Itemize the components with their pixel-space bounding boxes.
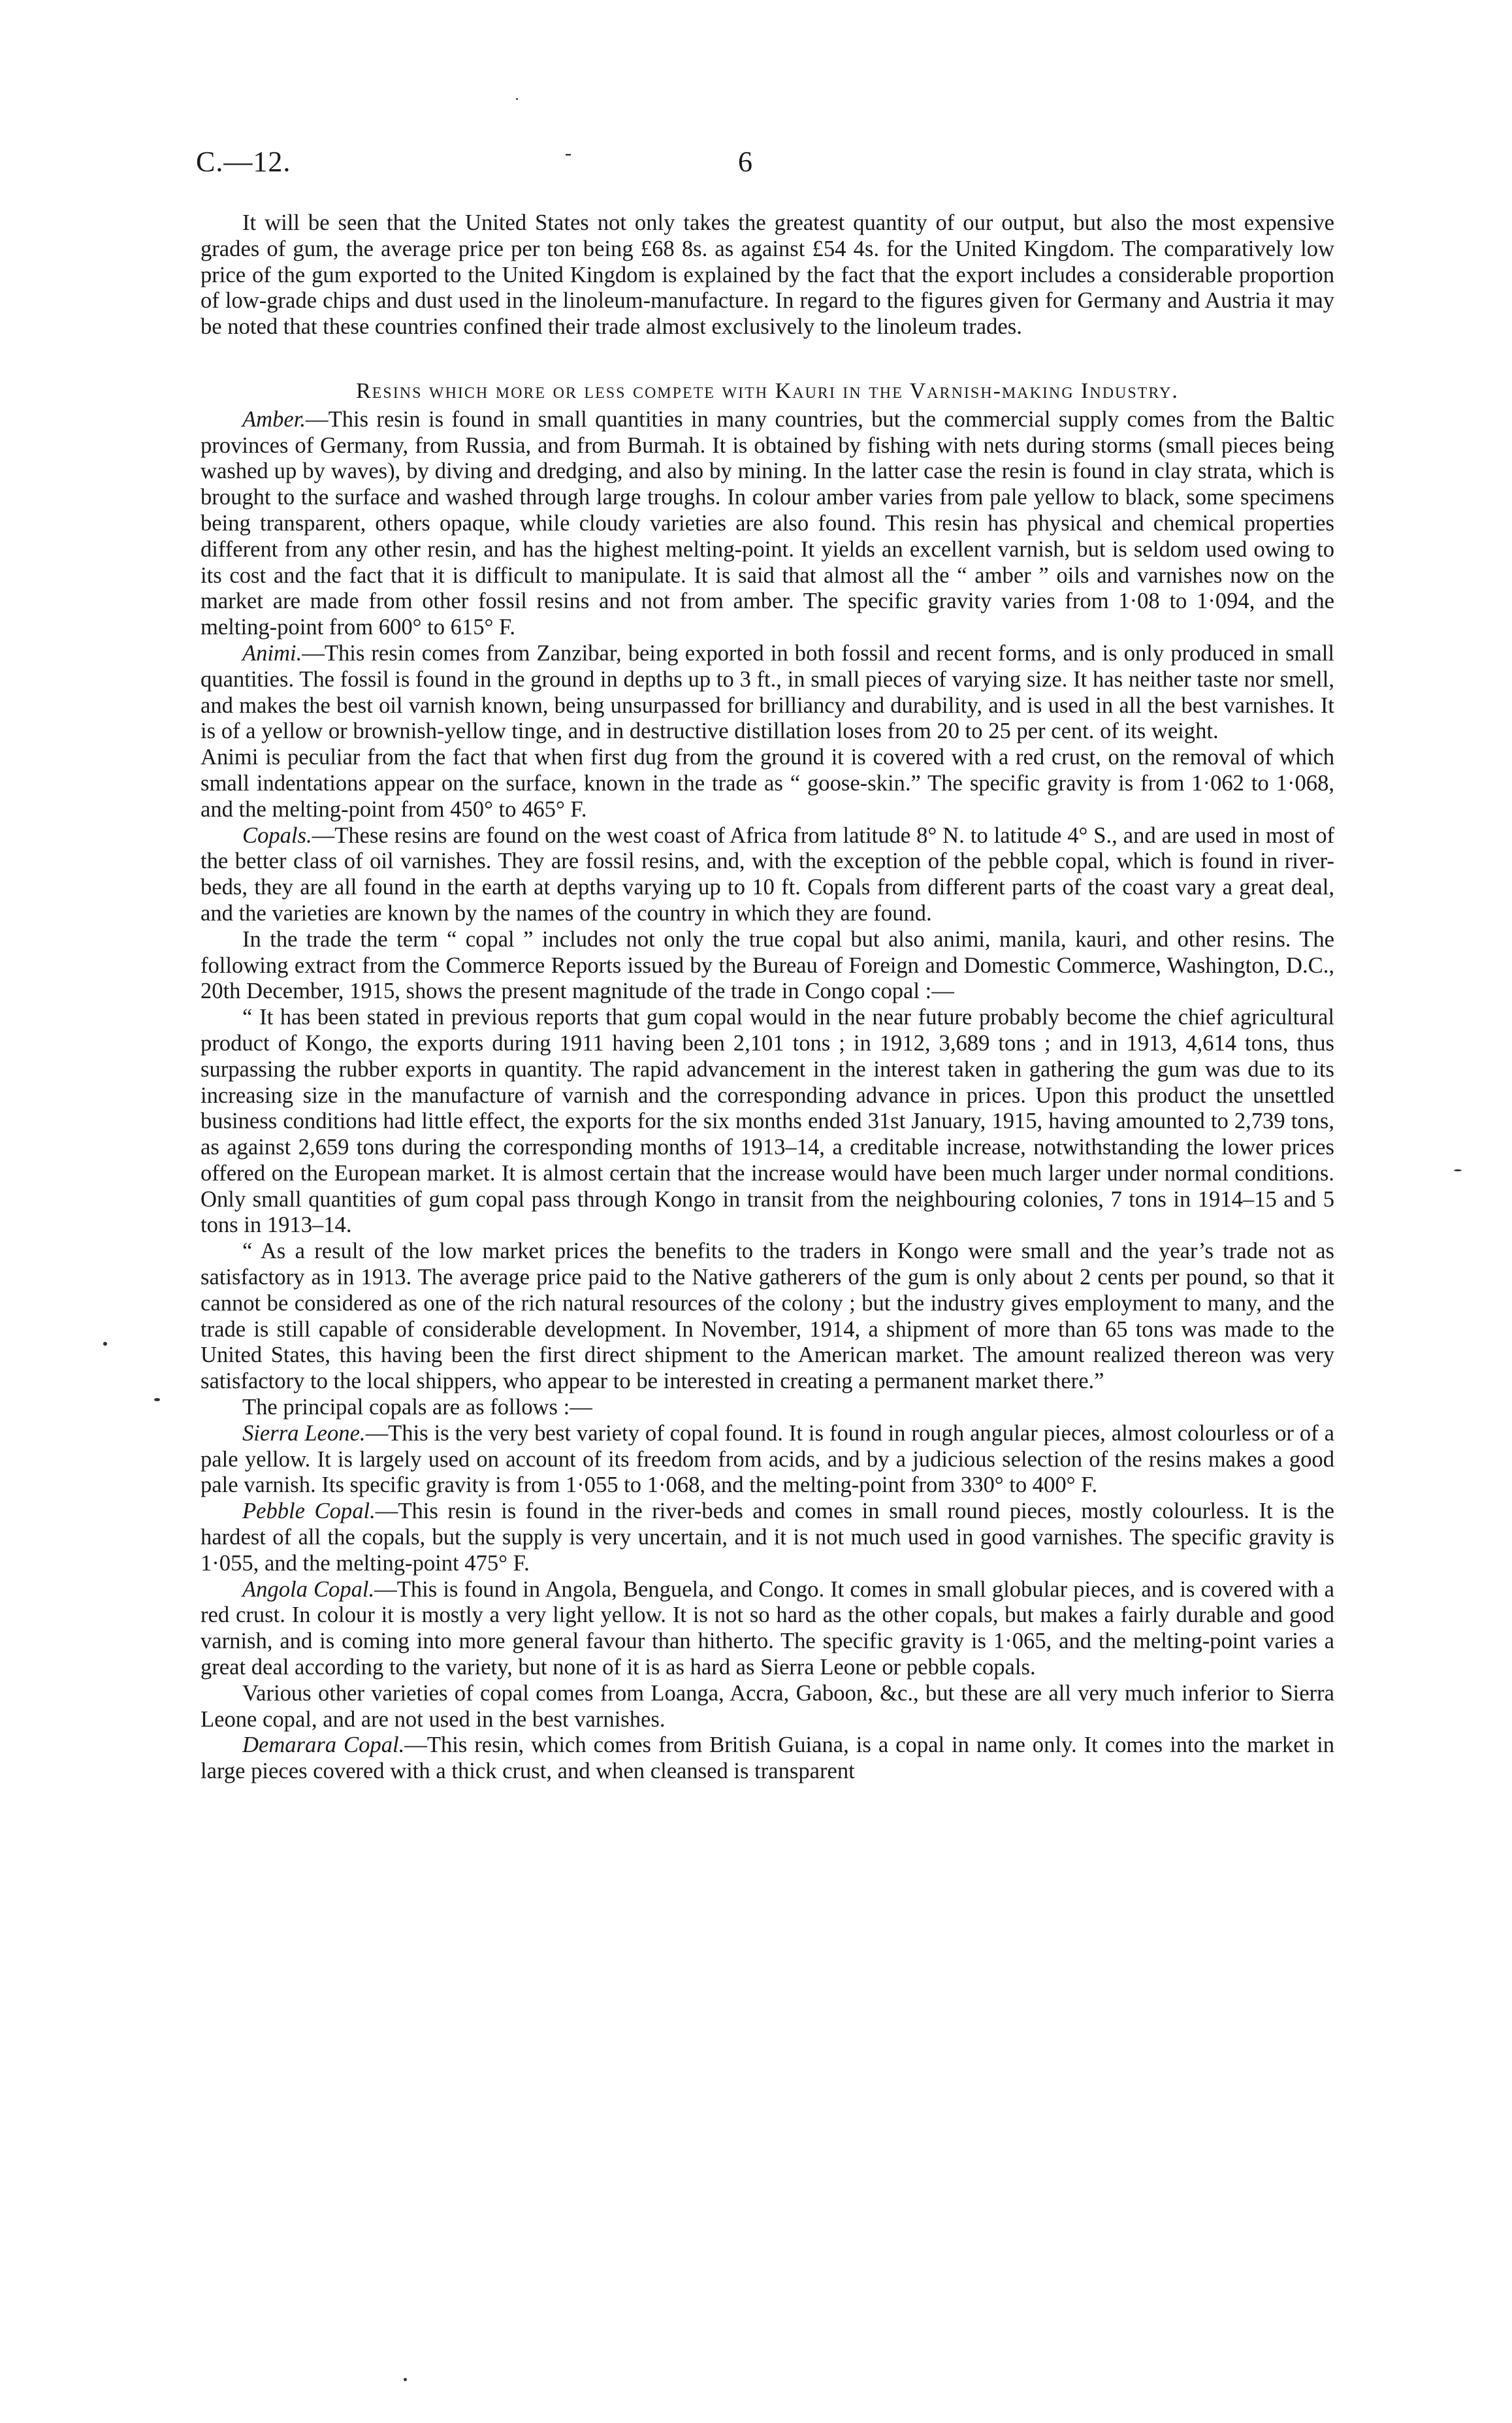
animi-paragraph-2: Animi is peculiar from the fact that when first dug from the ground it is covered with a red crust, on the removal of which small indentations appear on the surface, known in the trade as “ goose-skin.” The specific gravity is from 1·062 to 1·068, and the melting-point from 450° to 465° F. bbox=[201, 745, 1334, 822]
amber-text: —This resin is found in small quantities in many countries, but the commercial supply comes from the Baltic provinces of Germany, from Russia, and from Burmah. It is obtained by fishing with nets during storms (small pieces being washed up by waves), by diving and dredging, and also by mining. In the latter case the resin is found in clay strata, which is brought to the surface and washed through large troughs. In colour amber varies from pale yellow to black, some specimens being transparent, others opaque, while cloudy varieties are also found. This resin has physical and chemical properties different from any other resin, and has the highest melting-point. It yields an excellent varnish, but is seldom used owing to its cost and the fact that it is difficult to manipulate. It is said that almost all the “ amber ” oils and varnishes now on the market are made from other fossil resins and not from amber. The specific gravity varies from 1·08 to 1·094, and the melting-point from 600° to 615° F. bbox=[201, 406, 1334, 640]
scan-speck bbox=[154, 1398, 160, 1401]
demarara-copal-title: Demarara Copal. bbox=[242, 1732, 405, 1758]
copals-paragraph bbox=[201, 823, 1334, 927]
demarara-copal-paragraph bbox=[201, 1732, 1334, 1785]
section-heading: Resins which more or less compete with Kauri in the Varnish-making Industry. bbox=[356, 378, 1179, 403]
intro-paragraph: It will be seen that the United States not only takes the greatest quantity of our output, but also the most expensive grades of gum, the average price per ton being £68 8s. as against £54 4s. for the United Kingdom. The comparatively low price of the gum exported to the United Kingdom is explained by the fact that the export includes a considerable proportion of low-grade chips and dust used in the linoleum-manufacture. In regard to the figures given for Germany and Austria it may be noted that these countries confined their trade almost exclusively to the linoleum trades. bbox=[201, 210, 1334, 340]
commerce-report-quote bbox=[201, 1005, 1334, 1395]
page-header bbox=[196, 142, 1372, 184]
other-varieties-paragraph: Various other varieties of copal comes from Loanga, Accra, Gaboon, &c., but these are all very much inferior to Sierra Leone copal, and are not used in the best varnishes. bbox=[201, 1680, 1334, 1732]
angola-copal-text: —This is found in Angola, Benguela, and Congo. It comes in small globular pieces, and is covered with a red crust. In colour it is mostly a very light yellow. It is not so hard as the other copals, but makes a fairly durable and good varnish, and is coming into more general favour than hitherto. The specific gravity is 1·065, and the melting-point varies a great deal according to the variety, but none of it is as hard as Sierra Leone or pebble copals. bbox=[201, 1576, 1334, 1680]
demarara-copal-text: —This resin, which comes from British Guiana, is a copal in name only. It comes into the market in large pieces covered with a thick crust, and when cleansed is transparent bbox=[201, 1732, 1334, 1784]
angola-copal-title: Angola Copal. bbox=[242, 1576, 375, 1602]
animi-title: Animi. bbox=[242, 640, 302, 666]
pebble-copal-title: Pebble Copal. bbox=[242, 1499, 376, 1524]
page-body bbox=[201, 210, 1334, 1785]
document-reference: C.—12. bbox=[196, 146, 291, 178]
principal-copals-intro: The principal copals are as follows :— bbox=[242, 1395, 592, 1420]
sierra-leone-text: —This is the very best variety of copal found. It is found in rough angular pieces, almost colourless or of a pale yellow. It is largely used on account of its freedom from acids, and by a judicious selection of the resins makes a good pale varnish. Its specific gravity is from 1·055 to 1·068, and the melting-point from 330° to 400° F. bbox=[201, 1420, 1334, 1498]
animi-paragraph bbox=[201, 641, 1334, 745]
animi-text: —This resin comes from Zanzibar, being exported in both fossil and recent forms, and is only produced in small quantities. The fossil is found in the ground in depths up to 3 ft., in small pieces of varying size. It has neither taste nor smell, and makes the best oil varnish known, being unsurpassed for brilliancy and durability, and is used in all the best varnishes. It is of a yellow or brownish-yellow tinge, and in destructive distillation loses from 20 to 25 per cent. of its weight. bbox=[201, 640, 1334, 744]
scan-speck bbox=[516, 98, 518, 100]
page-number: 6 bbox=[738, 146, 752, 178]
pebble-copal-paragraph bbox=[201, 1499, 1334, 1576]
header-dash: - bbox=[565, 142, 571, 164]
amber-title: Amber. bbox=[242, 406, 306, 432]
sierra-leone-paragraph bbox=[201, 1421, 1334, 1499]
copal-trade-paragraph: In the trade the term “ copal ” includes not only the true copal but also animi, manila, kauri, and other resins. The following extract from the Commerce Reports issued by the Bureau of Foreign and Domestic Commerce, Washington, D.C., 20th December, 1915, shows the present magnitude of the trade in Congo copal :— bbox=[201, 926, 1334, 1004]
pebble-copal-text: —This resin is found in the river-beds and comes in small round pieces, mostly colourless. It is the hardest of all the copals, but the supply is very uncertain, and it is not much used in good varnishes. The specific gravity is 1·055, and the melting-point 475° F. bbox=[201, 1499, 1335, 1576]
quote-paragraph-1: “ It has been stated in previous reports that gum copal would in the near future probably become the chief agricultural product of Kongo, the exports during 1911 having been 2,101 tons ; in 1912, 3,689 tons ; and in 1913, 4,614 tons, thus surpassing the rubber exports in quantity. The rapid advancement in the interest taken in gathering the gum was due to its increasing size in the manufacture of varnish and the corresponding advance in prices. Upon this product the unsettled business conditions had little effect, the exports for the six months ended 31st January, 1915, having amounted to 2,739 tons, as against 2,659 tons during the corresponding months of 1913–14, a creditable increase, notwithstanding the lower prices offered on the European market. It is almost certain that the increase would have been much larger under normal conditions. Only small quantities of gum copal pass through Kongo in transit from the neighbouring colonies, 7 tons in 1914–15 and 5 tons in 1913–14. bbox=[201, 1005, 1334, 1238]
angola-copal-paragraph bbox=[201, 1577, 1334, 1681]
quote-paragraph-2: “ As a result of the low market prices the benefits to the traders in Kongo were small and the year’s trade not as satisfactory as in 1913. The average price paid to the Native gatherers of the gum is only about 2 cents per pound, so that it cannot be considered as one of the rich natural resources of the colony ; but the industry gives employment to many, and the trade is still capable of considerable development. In November, 1914, a shipment of more than 65 tons was made to the United States, this having been the first direct shipment to the American market. The amount realized thereon was very satisfactory to the local shippers, who appear to be interested in creating a permanent market there.” bbox=[201, 1239, 1334, 1394]
scan-speck bbox=[404, 2378, 407, 2381]
copals-title: Copals. bbox=[242, 822, 312, 848]
copals-text: —These resins are found on the west coast of Africa from latitude 8° N. to latitude 4° S., and are used in most of the better class of oil varnishes. They are fossil resins, and, with the exception of the pebble copal, which is found in river-beds, they are all found in the earth at depths varying up to 10 ft. Copals from different parts of the coast vary a great deal, and the varieties are known by the names of the country in which they are found. bbox=[201, 822, 1334, 926]
scan-speck bbox=[1454, 1169, 1462, 1171]
amber-paragraph bbox=[201, 407, 1334, 641]
sierra-leone-title: Sierra Leone. bbox=[242, 1420, 366, 1446]
scan-speck bbox=[103, 1342, 107, 1346]
